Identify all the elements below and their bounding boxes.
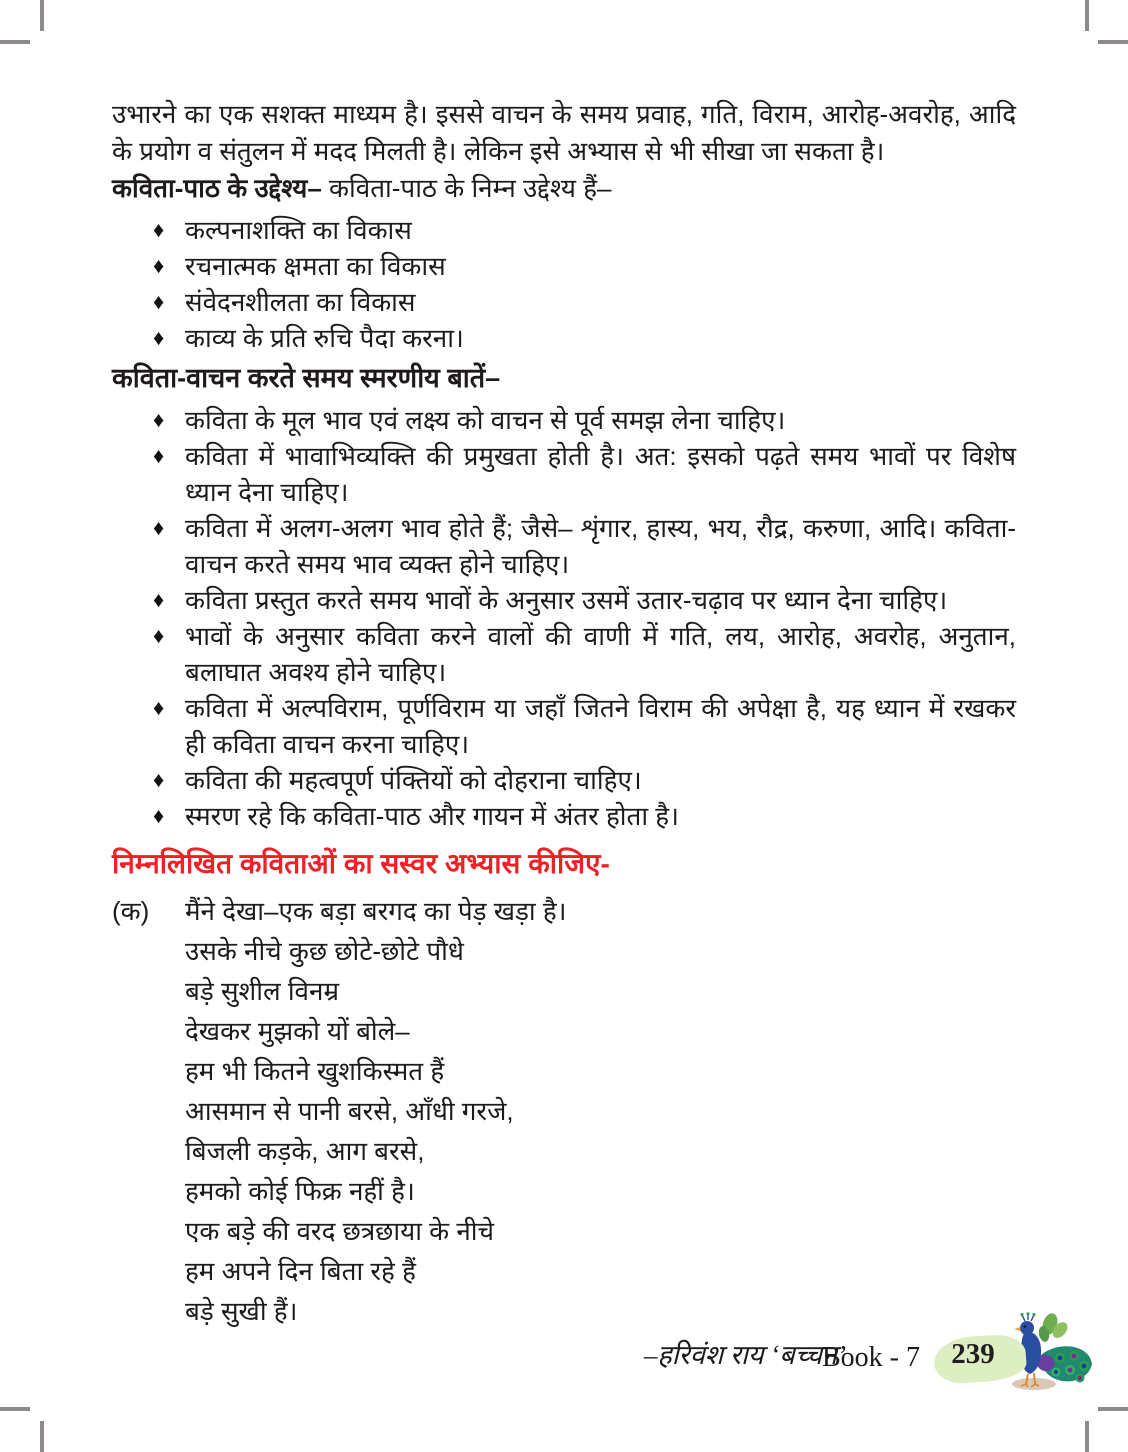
- objectives-heading-rest: कविता-पाठ के निम्न उद्देश्य हैं–: [321, 173, 612, 203]
- list-item: [112, 402, 1016, 438]
- objectives-heading: कविता-पाठ के उद्देश्य–: [112, 173, 322, 203]
- list-item-text: कविता में भावाभिव्यक्ति की प्रमुखता होती है। अत: इसको पढ़ते समय भावों पर विशेष ध्यान देना चाहिए।: [185, 441, 1016, 507]
- poem-attribution: –हरिवंश राय ‘बच्चन’: [643, 1340, 846, 1370]
- diamond-bullet-icon: ♦: [153, 217, 165, 242]
- list-item: [112, 762, 1016, 798]
- poem-line: हमको कोई फिक्र नहीं है।: [185, 1176, 415, 1206]
- diamond-bullet-icon: ♦: [153, 325, 165, 350]
- poem-line: हम भी कितने खुशकिस्मत हैं: [185, 1056, 445, 1086]
- list-item: [112, 618, 1016, 690]
- list-item-text: कविता में अलग-अलग भाव होते हैं; जैसे– शृंगार, हास्य, भय, रौद्र, करुणा, आदि। कविता-वाचन करते समय भाव व्यक्त होने चाहिए।: [185, 513, 1016, 579]
- page-number-badge: [934, 1330, 1026, 1386]
- poem-block: [112, 891, 1016, 1331]
- poem-line: हम अपने दिन बिता रहे हैं: [185, 1256, 416, 1286]
- list-item: [112, 510, 1016, 582]
- poem-line: बिजली कड़के, आग बरसे,: [185, 1136, 425, 1166]
- list-item: [112, 438, 1016, 510]
- poem-line: देखकर मुझको यों बोले–: [185, 1016, 410, 1046]
- page-content: [112, 96, 1016, 1371]
- poem-line: बड़े सुखी हैं।: [185, 1296, 298, 1326]
- objectives-heading-line: [112, 170, 1016, 207]
- objectives-list: [112, 212, 1016, 356]
- list-item-text: कल्पनाशक्ति का विकास: [185, 215, 412, 245]
- diamond-bullet-icon: ♦: [153, 443, 165, 468]
- corner-mark-top-left-horizontal: [0, 40, 30, 44]
- corner-mark-bottom-right-horizontal: [1098, 1407, 1128, 1411]
- page-footer: [822, 1318, 1096, 1398]
- list-item-text: स्मरण रहे कि कविता-पाठ और गायन में अंतर होता है।: [185, 801, 679, 831]
- corner-mark-top-right-horizontal: [1098, 40, 1128, 44]
- poem-item-label: (क): [112, 896, 150, 926]
- list-item-text: काव्य के प्रति रुचि पैदा करना।: [185, 323, 464, 353]
- list-item-text: कविता में अल्पविराम, पूर्णविराम या जहाँ जितने विराम की अपेक्षा है, यह ध्यान में रखकर ही कविता वाचन करना चाहिए।: [185, 693, 1016, 759]
- corner-mark-top-right-vertical: [1085, 0, 1089, 31]
- list-item-text: कविता के मूल भाव एवं लक्ष्य को वाचन से पूर्व समझ लेना चाहिए।: [185, 405, 786, 435]
- poem-lines: [185, 891, 1016, 1331]
- memorable-list: [112, 402, 1016, 834]
- poem-line: बड़े सुशील विनम्र: [185, 976, 339, 1006]
- practice-heading: निम्नलिखित कविताओं का सस्वर अभ्यास कीजिए-: [112, 848, 610, 879]
- page-number: 239: [951, 1338, 995, 1370]
- list-item-text: संवेदनशीलता का विकास: [185, 287, 416, 317]
- diamond-bullet-icon: ♦: [153, 767, 165, 792]
- diamond-bullet-icon: ♦: [153, 587, 165, 612]
- list-item-text: कविता की महत्वपूर्ण पंक्तियों को दोहराना चाहिए।: [185, 765, 642, 795]
- diamond-bullet-icon: ♦: [153, 289, 165, 314]
- poem-line: मैंने देखा–एक बड़ा बरगद का पेड़ खड़ा है।: [185, 896, 567, 926]
- corner-mark-bottom-left-horizontal: [0, 1407, 30, 1411]
- list-item: [112, 798, 1016, 834]
- book-label: Book - 7: [822, 1342, 920, 1373]
- list-item-text: रचनात्मक क्षमता का विकास: [185, 251, 446, 281]
- memorable-heading: कविता-वाचन करते समय स्मरणीय बातें–: [112, 363, 501, 393]
- diamond-bullet-icon: ♦: [153, 253, 165, 278]
- corner-mark-top-left-vertical: [40, 0, 44, 31]
- intro-paragraph: उभारने का एक सशक्त माध्यम है। इससे वाचन के समय प्रवाह, गति, विराम, आरोह-अवरोह, आदि के प्रयोग व संतुलन में मदद मिलती है। लेकिन इसे अभ्यास से भी सीखा जा सकता है।: [112, 99, 1016, 166]
- diamond-bullet-icon: ♦: [153, 803, 165, 828]
- list-item: [112, 248, 1016, 284]
- poem-line: आसमान से पानी बरसे, आँधी गरजे,: [185, 1096, 514, 1126]
- list-item-text: भावों के अनुसार कविता करने वालों की वाणी में गति, लय, आरोह, अवरोह, अनुतान, बलाघात अवश्य होने चाहिए।: [185, 621, 1016, 687]
- list-item: [112, 212, 1016, 248]
- list-item: [112, 284, 1016, 320]
- poem-line: एक बड़े की वरद छत्रछाया के नीचे: [185, 1216, 495, 1246]
- list-item-text: कविता प्रस्तुत करते समय भावों के अनुसार उसमें उतार-चढ़ाव पर ध्यान देना चाहिए।: [185, 585, 948, 615]
- poem-line: उसके नीचे कुछ छोटे-छोटे पौधे: [185, 936, 464, 966]
- diamond-bullet-icon: ♦: [153, 407, 165, 432]
- diamond-bullet-icon: ♦: [153, 623, 165, 648]
- list-item: [112, 582, 1016, 618]
- list-item: [112, 320, 1016, 356]
- corner-mark-bottom-right-vertical: [1085, 1421, 1089, 1452]
- diamond-bullet-icon: ♦: [153, 695, 165, 720]
- diamond-bullet-icon: ♦: [153, 515, 165, 540]
- corner-mark-bottom-left-vertical: [40, 1421, 44, 1452]
- list-item: [112, 690, 1016, 762]
